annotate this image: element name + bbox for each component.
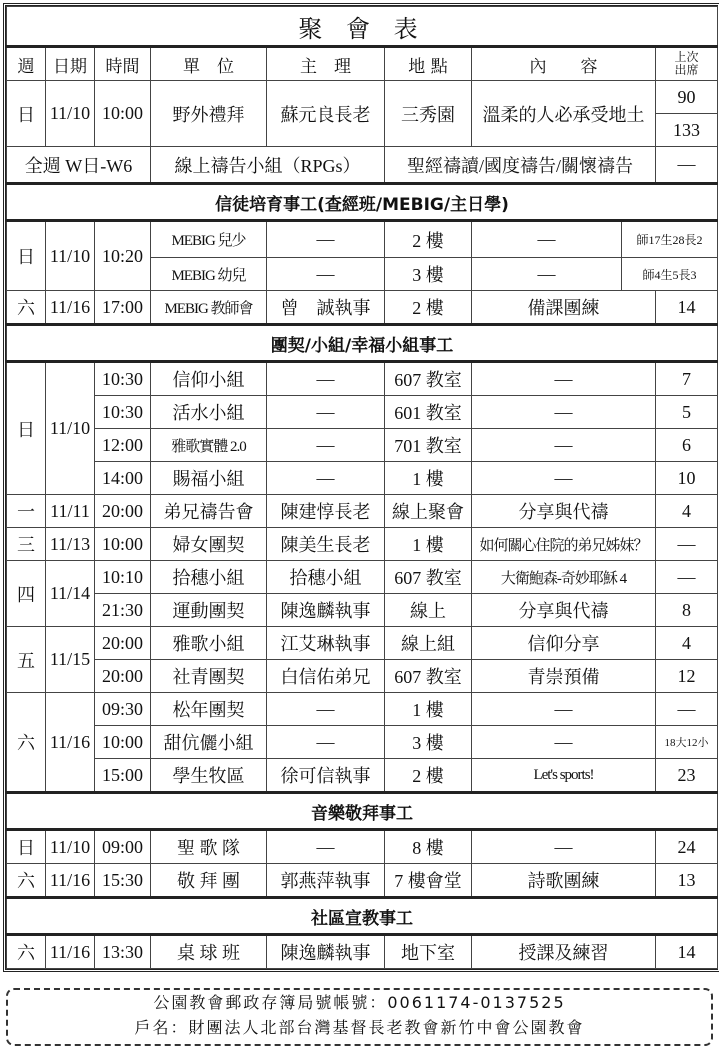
host: —: [267, 221, 385, 258]
host: —: [267, 362, 385, 396]
attendance: 18大12小: [656, 726, 718, 759]
table-row: [7, 362, 718, 396]
time: 10:30: [95, 362, 151, 396]
when: 全週 W日-W6: [7, 147, 151, 184]
table-row: [7, 830, 718, 864]
table-row: [7, 81, 718, 114]
attendance: 14: [656, 291, 718, 325]
time: 09:30: [95, 693, 151, 726]
day: 日: [7, 362, 46, 495]
date: 11/11: [46, 495, 95, 528]
attendance: 4: [656, 495, 718, 528]
place: 601 教室: [385, 396, 472, 429]
host: 白信佑弟兄: [267, 660, 385, 693]
attendance: 12: [656, 660, 718, 693]
attendance: 14: [656, 935, 718, 969]
host: —: [267, 693, 385, 726]
place: 607 教室: [385, 561, 472, 594]
content: —: [472, 362, 656, 396]
bank-account-note: [6, 988, 713, 1046]
date: 11/15: [46, 627, 95, 693]
host: 曾 誠執事: [267, 291, 385, 325]
header-attendance: [656, 47, 718, 81]
content: 青崇預備: [472, 660, 656, 693]
place: 線上聚會: [385, 495, 472, 528]
attendance: 4: [656, 627, 718, 660]
content: —: [472, 258, 622, 291]
place: 3 樓: [385, 258, 472, 291]
content: —: [472, 462, 656, 495]
header-host: 主 理: [267, 47, 385, 81]
place: 7 樓會堂: [385, 864, 472, 898]
content: —: [472, 221, 622, 258]
section-heading: 社區宣教事工: [7, 898, 718, 935]
table-row: [7, 528, 718, 561]
host: 郭燕萍執事: [267, 864, 385, 898]
attendance: 8: [656, 594, 718, 627]
place: 三秀園: [385, 81, 472, 147]
place: 607 教室: [385, 660, 472, 693]
host: 徐可信執事: [267, 759, 385, 793]
host: 陳美生長老: [267, 528, 385, 561]
day: 四: [7, 561, 46, 627]
table-row: [7, 429, 718, 462]
content: 如何關心住院的弟兄姊妹？: [472, 528, 656, 561]
attendance: 師4生5長3: [622, 258, 718, 291]
unit: 敬 拜 團: [151, 864, 267, 898]
unit: 運動團契: [151, 594, 267, 627]
host: —: [267, 429, 385, 462]
day: 日: [7, 830, 46, 864]
time: 20:00: [95, 660, 151, 693]
header-row: [7, 47, 718, 81]
attendance: 90: [656, 81, 718, 114]
content: —: [472, 396, 656, 429]
host: 拾穗小組: [267, 561, 385, 594]
content: 授課及練習: [472, 935, 656, 969]
content: 信仰分享: [472, 627, 656, 660]
host: 陳逸麟執事: [267, 594, 385, 627]
place: 2 樓: [385, 759, 472, 793]
schedule-table: [3, 3, 719, 972]
attendance: 6: [656, 429, 718, 462]
header-place: 地 點: [385, 47, 472, 81]
table-row: [7, 221, 718, 258]
header-attendance-1: 上次: [674, 50, 699, 64]
content: —: [472, 429, 656, 462]
place: 1 樓: [385, 693, 472, 726]
time: 13:30: [95, 935, 151, 969]
host: 陳逸麟執事: [267, 935, 385, 969]
attendance: 5: [656, 396, 718, 429]
unit: 活水小組: [151, 396, 267, 429]
place: 2 樓: [385, 221, 472, 258]
unit: 雅歌小組: [151, 627, 267, 660]
day: 五: [7, 627, 46, 693]
date: 11/16: [46, 864, 95, 898]
attendance: 10: [656, 462, 718, 495]
table-row: [7, 561, 718, 594]
attendance: 7: [656, 362, 718, 396]
table-row: [7, 660, 718, 693]
unit: 學生牧區: [151, 759, 267, 793]
header-unit: 單 位: [151, 47, 267, 81]
date: 11/10: [46, 81, 95, 147]
attendance: —: [656, 693, 718, 726]
host: 江艾琳執事: [267, 627, 385, 660]
unit: 線上禱告小組（RPGs）: [151, 147, 385, 184]
header-content: 內 容: [472, 47, 656, 81]
content: —: [472, 830, 656, 864]
day: 日: [7, 81, 46, 147]
date: 11/16: [46, 935, 95, 969]
unit: 雅歌實體 2.0: [151, 429, 267, 462]
date: 11/14: [46, 561, 95, 627]
table-row: [7, 627, 718, 660]
time: 14:00: [95, 462, 151, 495]
unit: 野外禮拜: [151, 81, 267, 147]
page-title: 聚 會 表: [7, 7, 718, 47]
attendance: 13: [656, 864, 718, 898]
date: 11/10: [46, 221, 95, 291]
place: 線上組: [385, 627, 472, 660]
section-heading: 團契/小組/幸福小組事工: [7, 325, 718, 362]
table-row: [7, 147, 718, 184]
unit: 拾穗小組: [151, 561, 267, 594]
host: —: [267, 258, 385, 291]
day: 三: [7, 528, 46, 561]
time: 09:00: [95, 830, 151, 864]
attendance: —: [656, 561, 718, 594]
content: 詩歌團練: [472, 864, 656, 898]
header-week: 週: [7, 47, 46, 81]
table-row: [7, 935, 718, 969]
time: 10:00: [95, 81, 151, 147]
header-attendance-2: 出席: [674, 63, 699, 77]
place: 3 樓: [385, 726, 472, 759]
place: 2 樓: [385, 291, 472, 325]
attendance: 師17生28長2: [622, 221, 718, 258]
unit: MEBIG 教師會: [151, 291, 267, 325]
time: 10:30: [95, 396, 151, 429]
account-number: 公園教會郵政存簿局號帳號：0061174-0137525: [153, 993, 566, 1012]
place: 1 樓: [385, 462, 472, 495]
content: Let's sports!: [472, 759, 656, 793]
time: 10:00: [95, 528, 151, 561]
unit: 甜伉儷小組: [151, 726, 267, 759]
table-row: [7, 594, 718, 627]
day: 六: [7, 935, 46, 969]
content: 聖經禱讀/國度禱告/關懷禱告: [385, 147, 656, 184]
unit: 婦女團契: [151, 528, 267, 561]
date: 11/10: [46, 830, 95, 864]
unit: 桌 球 班: [151, 935, 267, 969]
unit: 弟兄禱告會: [151, 495, 267, 528]
time: 21:30: [95, 594, 151, 627]
unit: 聖 歌 隊: [151, 830, 267, 864]
day: 一: [7, 495, 46, 528]
header-date: 日期: [46, 47, 95, 81]
date: 11/10: [46, 362, 95, 495]
table-row: [7, 462, 718, 495]
date: 11/16: [46, 291, 95, 325]
content: —: [472, 726, 656, 759]
day: 六: [7, 693, 46, 793]
content: 大衛鮑森-奇妙耶穌 4: [472, 561, 656, 594]
place: 地下室: [385, 935, 472, 969]
unit: MEBIG 兒少: [151, 221, 267, 258]
header-time: 時間: [95, 47, 151, 81]
table-row: [7, 396, 718, 429]
table-row: [7, 693, 718, 726]
place: 8 樓: [385, 830, 472, 864]
time: 15:00: [95, 759, 151, 793]
date: 11/13: [46, 528, 95, 561]
time: 15:30: [95, 864, 151, 898]
unit: 賜福小組: [151, 462, 267, 495]
table-row: [7, 291, 718, 325]
attendance: 133: [656, 114, 718, 147]
content: 分享與代禱: [472, 495, 656, 528]
place: 701 教室: [385, 429, 472, 462]
place: 線上: [385, 594, 472, 627]
time: 10:00: [95, 726, 151, 759]
content: —: [472, 693, 656, 726]
table-row: [7, 495, 718, 528]
table-row: [7, 864, 718, 898]
table-row: [7, 759, 718, 793]
account-name: 戶名：財團法人北部台灣基督長老教會新竹中會公園教會: [134, 1018, 585, 1037]
attendance: 23: [656, 759, 718, 793]
host: —: [267, 462, 385, 495]
section-heading: 音樂敬拜事工: [7, 793, 718, 830]
time: 10:10: [95, 561, 151, 594]
unit: 松年團契: [151, 693, 267, 726]
place: 1 樓: [385, 528, 472, 561]
section-heading: 信徒培育事工(查經班/MEBIG/主日學): [7, 184, 718, 221]
day: 日: [7, 221, 46, 291]
day: 六: [7, 864, 46, 898]
host: —: [267, 726, 385, 759]
attendance: 24: [656, 830, 718, 864]
content: 分享與代禱: [472, 594, 656, 627]
place: 607 教室: [385, 362, 472, 396]
host: —: [267, 396, 385, 429]
host: 蘇元良長老: [267, 81, 385, 147]
unit: 社青團契: [151, 660, 267, 693]
time: 10:20: [95, 221, 151, 291]
content: 溫柔的人必承受地土: [472, 81, 656, 147]
unit: MEBIG 幼兒: [151, 258, 267, 291]
time: 12:00: [95, 429, 151, 462]
time: 17:00: [95, 291, 151, 325]
unit: 信仰小組: [151, 362, 267, 396]
content: 備課團練: [472, 291, 656, 325]
day: 六: [7, 291, 46, 325]
host: 陳建惇長老: [267, 495, 385, 528]
attendance: —: [656, 528, 718, 561]
table-row: [7, 726, 718, 759]
date: 11/16: [46, 693, 95, 793]
time: 20:00: [95, 627, 151, 660]
time: 20:00: [95, 495, 151, 528]
host: —: [267, 830, 385, 864]
attendance: —: [656, 147, 718, 184]
